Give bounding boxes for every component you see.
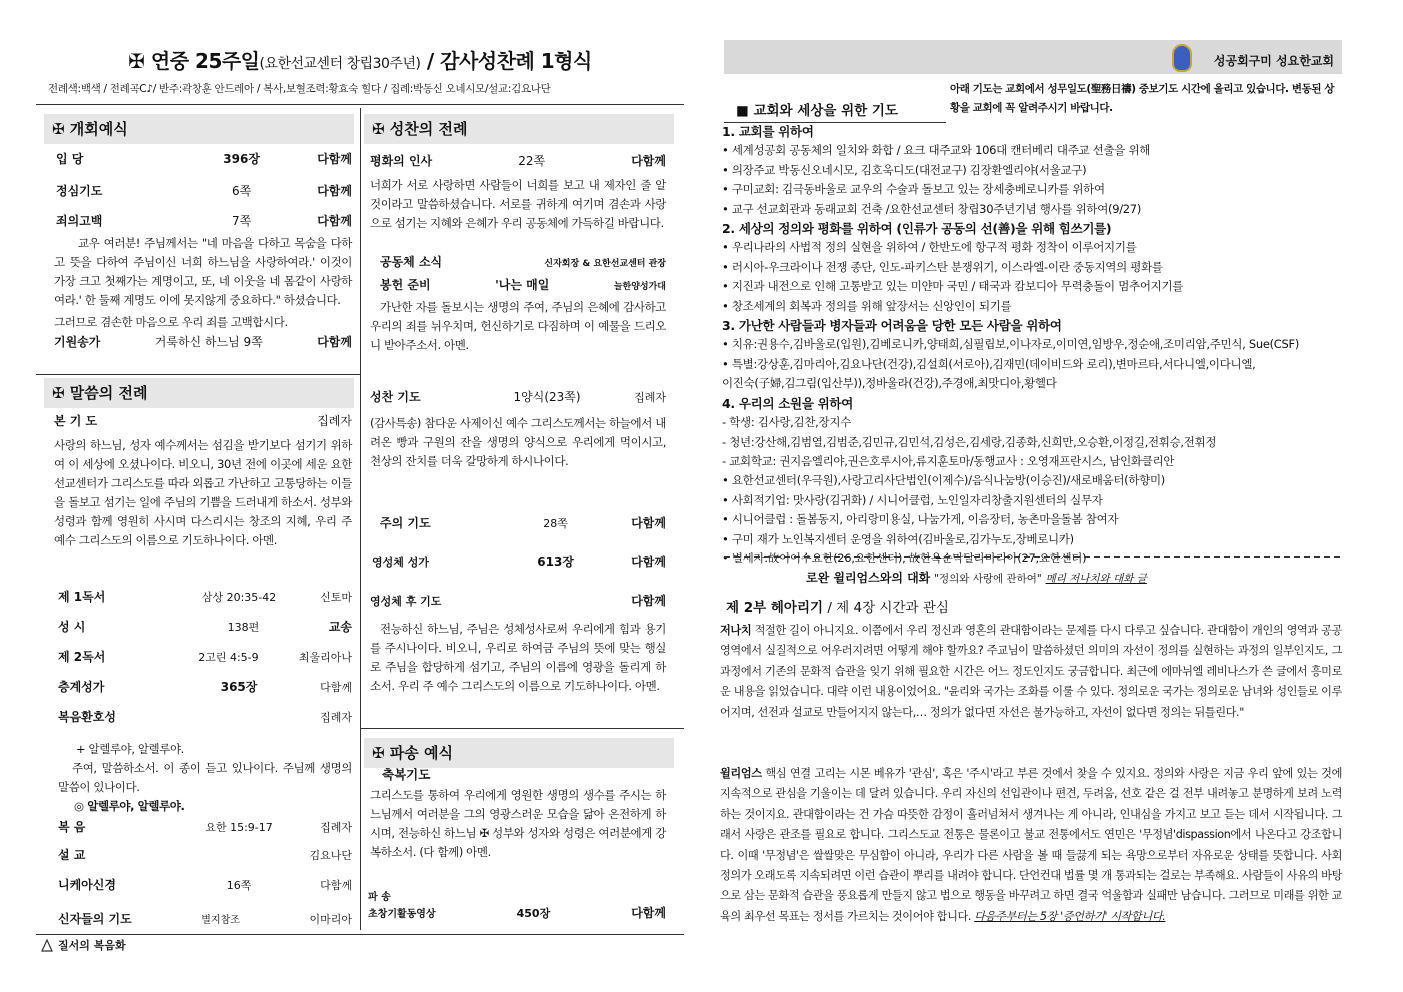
prayer-notice: 아래 기도는 교회에서 성무일도(聖務日禱) 중보기도 시간에 올리고 있습니다. 변동된 상황을 교회에 꼭 알려주시기 바랍니다. [950,83,1335,114]
liturgy-title: ✠ 연중 25주일(요한선교센터 창립30주년) / 감사성찬례 1형식 [128,49,592,73]
part-heading: 제 2부 헤아리기 / 제 4장 시간과 관심 [726,600,949,616]
footer [40,938,126,955]
liturgy-roles: 전례색:백색 / 전례곡C♪/ 반주:곽창훈 안드레아 / 복사,보혈조력:황효숙 힐다 / 집례:박동신 오네시모/설교:김요나단 [48,83,551,95]
prayer-item: • 시니어클럽 : 돌봄동지, 아리랑미용실, 나눔가게, 이음장터, 농촌마을돌봄 참여자 [722,512,1119,527]
section-word-head: ✠ 말씀의 전례 [44,378,354,408]
prayer-item: • 치유:권용수,김바울로(입원),김베로니카,양태희,심필립보,이나자로,이미연,임방우,정순애,조미리암,주민식, Sue(CSF) [722,337,1300,352]
dialog-para-1: 저나치 적절한 길이 아니지요. 이쯤에서 우리 정신과 영혼의 관대함이라는 문제를 다시 다루고 싶습니다. 관대함이 개인의 영역과 공공 영역에서 실질적으로 어우러지려면 어떻게 해야 할까요? 주교님이 말씀하셨던 의미의 자선이 정의를 실현하는 과정의 일부인지도, 그 과정에서 기존의 문화적 습관을 잊기 위해 필요한 시간은 어느 정도인지도 궁금합니다. 최근에 에마뉘엘 레비나스가 쓴 글에서 흥미로운 내용을 읽었습니다. 대략 이런 내용이었어요. "윤리와 국가는 조화를 이룰 수 있다. 정의로운 국가는 정의로운 남녀와 성인들로 이루어지며, 선전과 설교로 만들어지지 않는다,… 정의가 없다면 자선은 불가능하고, 자선이 없다면 정의는 뒤틀린다." [720,624,1342,719]
row-communion-hymn: 영성체 성가 613장 다함께 [372,555,666,569]
prayer-item: 이진숙(子婦,김그림(입산부)),정바울라(건강),주경애,최맛디아,황헬다 [722,376,1057,391]
alleluia-3: ◎ 알렐루야, 알렐루야. [74,799,185,813]
section-dismissal-head: ✠ 파송 예식 [364,738,674,768]
prayer-item: • 세계성공회 공동체의 일치와 화합 / 요크 대주교와 106대 캔터베리 대주교 선출을 위해 [722,143,1151,158]
readings-2 [58,818,352,938]
sail-icon [40,939,54,953]
row-peace: 평화의 인사 22쪽 다함께 [370,154,666,168]
postcommunion-text: 전능하신 하느님, 주님은 성체성사로써 우리에게 힘과 용기를 주시나이다. 비오니, 우리로 하여금 주님의 뜻에 맞는 행실로 주님을 합당하게 섬기고, 주님의 이름에 영광을 돌리게 하소서. 우리 주 예수 그리스도의 이름으로 기도하나이다. 아멘. [370,622,666,693]
row-prayers: 신자들의 기도 별지참조 이마리아 [58,912,352,926]
prayer-item: - 교회학교: 권지음엘리야,권은호루시아,류지훈토마/동행교사 : 오영재프란시스, 남인화클리안 [722,453,1175,468]
alleluia-1: + 알렐루야, 알렐루야. [76,742,184,756]
dialog-para-2: 윌리엄스 핵심 연결 고리는 시몬 베유가 '관심', 혹은 '주시'라고 부른 것에서 찾을 수 있지요. 정의와 사랑은 지금 우리 앞에 있는 것에 지속적으로 관심을 기울이는 데 달려 있습니다. 우리 자신의 선입관이나 편견, 두려움, 선호 같은 걸 전부 내려놓고 분명하게 보려 노력하는 것이지요. 관대함이라는 건 가슴 따뜻한 감정이 흘러넘쳐서 생겨나는 게 아니라, 인내심을 가지고 보고 듣는 데서 시작됩니다. 그래서 사랑은 관조를 필요로 합니다. 그리스도교 전통은 물론이고 불교 전통에서도 연민은 '무정념'dispassion에서 나온다고 강조합니다. 이때 '무정념'은 쌀쌀맞은 무심함이 아니라, 우리가 다른 사람을 볼 때 들끓게 되는 욕망으로부터 자유로운 상태를 뜻합니다. 사회 정의가 오래도록 지속되려면 이런 습관이 뿌리를 내려야 합니다. 단언컨대 법률 몇 개 통과되는 걸로는 부족해요. 사람들이 사유의 바탕으로 삼는 문화적 습관을 풍요롭게 만들지 않고 법으로 행동을 바꾸려고 하면 결국 억울함과 실패만 남습니다. 그러므로 미래를 위한 교육의 최우선 목표는 정서를 가르치는 것이어야 합니다. 다음주부터는 5장 '증언하기' 시작합니다. [720,767,1342,923]
prayer-item: • 사회적기업: 맛사랑(김귀화) / 시니어클럽, 노인일자리창출지원센터의 실무자 [722,492,1103,507]
prayer-item: • 창조세계의 회복과 정의를 위해 앞장서는 신앙인이 되기를 [722,298,1012,313]
confession-text-2: 그러므로 겸손한 마음으로 우리 죄를 고백합시다. [54,315,288,329]
blessing-text: 그리스도를 통하여 우리에게 영원한 생명의 생수를 주시는 하느님께서 여러분을 그의 영광스러운 모습을 닮아 온전하게 하시며, 전능하신 하느님 ✠ 성부와 성자와 성령은 여러분에게 강복하소서. (다 함께) 아멘. [370,788,666,859]
prayer-item: • 의장주교 박동신오네시모, 김호욱디도(대전교구) 김장환엘리야(서울교구) [722,162,1087,177]
row-gradual: 층계성가 365장 다함께 [58,680,352,694]
prayer-item: • 구미교회: 김극동바울로 교우의 수술과 돌보고 있는 장세충베로니카를 위하여 [722,182,1105,197]
footer-text: 질서의 복음화 [58,939,126,952]
row-reading-2: 제 2독서 2고린 4:5-9 최울리아나 [58,650,352,664]
opening-rows [56,150,352,236]
prayer-item: • 특별:강상훈,김마리아,김요나단(건강),김설희(서로아),김재민(데이비드와 로리),변마르타,서다니엘,이다니엘, [722,356,1256,371]
footer-line [36,934,684,935]
dashed-divider [724,556,1340,558]
prayer-item: - 청년:강산해,김범열,김범준,김민규,김민석,김성은,김세랑,김종화,신희만,오승환,이정길,전휘승,전휘정 [722,434,1217,449]
prayer-item: • 별세자:故이이수요한(26,요한센터), 故한옥순막달라마리아(27,요한센터) [722,550,1087,565]
section-eucharist-head: ✠ 성찬의 전례 [364,114,674,144]
alleluia-2: 주여, 말씀하소서. 이 종이 듣고 있나이다. 주님께 생명의 말씀이 있나이다. [58,761,352,794]
row-lords-prayer: 주의 기도 28쪽 다함께 [380,516,666,530]
row-postcommunion: 영성체 후 기도 다함께 [370,594,666,608]
divider [36,374,360,375]
church-logo-icon [1172,44,1192,72]
right-header-bar [724,40,1342,74]
row-notices: 공동체 소식 신자회장 & 요한선교센터 관장 [380,255,666,269]
prayer-item: • 교구 선교회관과 동래교회 건축 /요한선교센터 창립30주년기념 행사를 위하여(9/27) [722,201,1142,216]
column-divider [360,108,361,930]
row-reading-1: 제 1독서 삼상 20:35-42 신토마 [58,590,352,604]
prayer-list [722,122,1352,568]
row-entrance: 입 당 396장 다함께 [56,152,352,166]
divider [360,728,684,729]
confession-text: 교우 여러분! 주님께서는 "네 마음을 다하고 목숨을 다하고 뜻을 다하여 주님이신 너희 하느님을 사랑하여라.' 이것이 가장 크고 첫째가는 계명이고, 또, 네 이웃을 네 몸같이 사랑하여라.' 한 둘째 계명도 이에 못지않게 중요하다." 하셨습니다. [54,236,352,307]
row-collect-purity: 정심기도 6쪽 다함께 [56,184,352,198]
row-offertory: 봉헌 준비 '나는 매일 늘한양성가대 [380,278,666,292]
blessing-label: 축복기도 [382,767,431,782]
row-eucharistic-prayer: 성찬 기도 1양식(23쪽) 집례자 [370,390,666,404]
eucharist-text: (감사특송) 참다운 사제이신 예수 그리스도께서는 하늘에서 내려온 빵과 구원의 잔을 생명의 양식으로 우리에게 먹이시고, 천상의 잔치를 더욱 갈망하게 하시나이다. [370,416,666,468]
row-gloria: 기원송가 거룩하신 하느님 9쪽 다함께 [54,335,352,349]
prayer-heading: ■ 교회와 세상을 위한 기도 [736,103,898,119]
row-acclamation: 복음환호성 집례자 [58,710,352,724]
prayer-category: 1. 교회를 위하여 [722,124,814,139]
row-creed: 니케아신경 16쪽 다함께 [58,878,352,892]
prayer-item: • 우리나라의 사법적 정의 실현을 위하여 / 한반도에 항구적 평화 정착이 이루어지기를 [722,240,1137,255]
dismissal-label: 파 송 [368,892,391,903]
row-dismissal: 초창기활동영상 450장 다함께 [368,906,666,920]
prayer-item: • 요한선교센터(우극원),사랑고리사단법인(이제수)/음식나눔방(이승진)/새로배움터(하향미) [722,473,1165,488]
prayer-category: 4. 우리의 소원을 위하여 [722,395,853,411]
prayer-item: • 구미 재가 노인복지센터 운영을 위하여(김바울로,김가누도,장베로니카) [722,531,1074,546]
row-gospel: 복 음 요한 15:9-17 집례자 [58,820,352,834]
row-sermon: 설 교 김요나단 [58,848,352,862]
row-confession: 죄의고백 7쪽 다함께 [56,214,352,228]
row-psalm: 성 시 138편 교송 [58,620,352,634]
offertory-text: 가난한 자를 돌보시는 생명의 주여, 주님의 은혜에 감사하고 우리의 죄를 뉘우치며, 헌신하기로 다짐하며 이 예물을 드리오니 받아주소서. 아멘. [370,300,666,352]
row-collect: 본 기 도 집례자 [54,414,352,428]
church-name: 성공회구미 성요한교회 [1213,54,1334,68]
divider [36,104,684,105]
prayer-item: - 학생: 김사랑,김찬,장지수 [722,415,851,430]
prayer-item: • 러시아-우크라이나 전쟁 종단, 인도-파키스탄 분쟁위기, 이스라엘-이란 중동지역의 평화를 [722,259,1163,274]
dialog-title: 로완 윌리엄스와의 대화 "정의와 사랑에 관하여" 메리 저나치와 대화 글 [806,571,1147,585]
prayer-category: 2. 세상의 정의와 평화를 위하여 (인류가 공동의 선(善)을 위해 힘쓰기를) [722,221,1112,237]
collect-text: 사랑의 하느님, 성자 예수께서는 섬김을 받기보다 섬기기 위하여 이 세상에 오셨나이다. 비오니, 30년 전에 이곳에 세운 요한선교센터가 그리스도를 따라 외롭고 가난하고 고통당하는 이들을 돌보고 섬기는 일에 주님의 기쁨을 드러내게 하소서. 성부와 성령과 함께 영원히 사시며 다스리시는 창조의 지혜, 우리 주 예수 그리스도의 이름으로 기도하나이다. 아멘. [54,438,352,547]
prayer-item: • 지진과 내전으로 인해 고통받고 있는 미얀마 국민 / 태국과 캄보디아 무력충돌이 멈추어지기를 [722,279,1184,294]
prayer-category: 3. 가난한 사람들과 병자들과 어려움을 당한 모든 사람을 위하여 [722,318,1062,334]
section-opening-head: ✠ 개회예식 [44,114,354,144]
readings [58,588,352,738]
peace-text: 너희가 서로 사랑하면 사람들이 너희를 보고 내 제자인 줄 알 것이라고 말씀하셨습니다. 서로를 귀하게 여기며 겸손과 사랑으로 섬기는 지혜와 은혜가 우리 공동체에 가득하길 바랍니다. [370,178,666,230]
